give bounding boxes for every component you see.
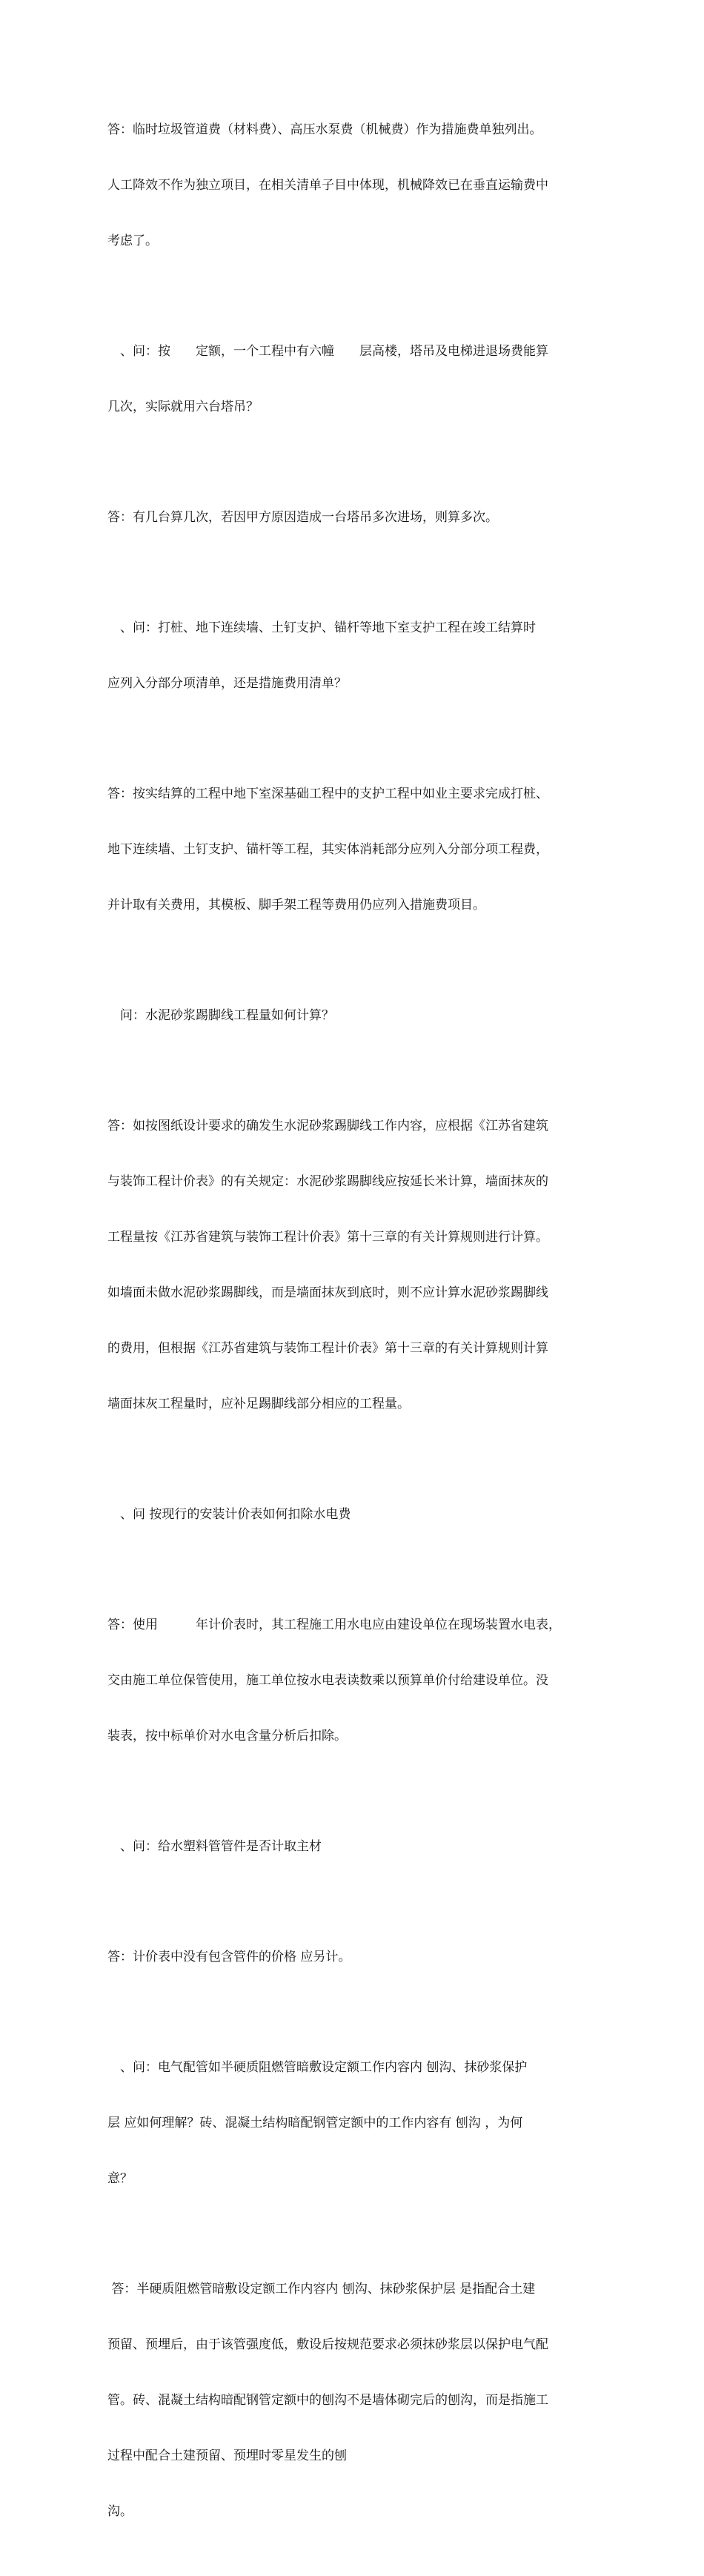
- text-line: 地下连续墙、土钉支护、锚杆等工程，其实体消耗部分应列入分部分项工程费，: [107, 842, 548, 857]
- answer-paragraph-6: [107, 1911, 604, 2004]
- text-line: 、问：电气配管如半硬质阻燃管暗敷设定额工作内容内 刨沟、抹砂浆保护: [107, 2060, 528, 2075]
- text-line: 的费用，但根据《江苏省建筑与装饰工程计价表》第十三章的有关计算规则计算: [107, 1341, 548, 1356]
- text-line: 人工降效不作为独立项目，在相关清单子目中体现，机械降效已在垂直运输费中: [107, 178, 548, 193]
- question-paragraph-3: [107, 582, 604, 730]
- document-page: [107, 84, 604, 2576]
- answer-paragraph-2: [107, 471, 604, 564]
- text-line: 过程中配合土建预留、预埋时零星发生的刨: [107, 2448, 347, 2463]
- text-line: 答：有几台算几次，若因甲方原因造成一台塔吊多次进场，则算多次。: [107, 510, 498, 525]
- text-line: 答：如按图纸设计要求的确发生水泥砂浆踢脚线工作内容，应根据《江苏省建筑: [107, 1119, 548, 1133]
- answer-paragraph-7: [107, 2243, 604, 2558]
- question-paragraph-6: [107, 1801, 604, 1893]
- text-line: 几次，实际就用六台塔吊？: [107, 400, 259, 414]
- question-paragraph-5: [107, 1469, 604, 1561]
- text-line: 、问：按 定额，一个工程中有六幢 层高楼，塔吊及电梯进退场费能算: [107, 344, 548, 359]
- text-line: 装表，按中标单价对水电含量分析后扣除。: [107, 1729, 347, 1744]
- question-paragraph-2: [107, 305, 604, 454]
- text-line: 答：半硬质阻燃管暗敷设定额工作内容内 刨沟、抹砂浆保护层 是指配合土建: [107, 2282, 536, 2297]
- text-line: 预留、预埋后，由于该管强度低，敷设后按规范要求必须抹砂浆层以保护电气配: [107, 2337, 548, 2352]
- text-line: 答：使用 年计价表时，其工程施工用水电应由建设单位在现场装置水电表，: [107, 1618, 561, 1632]
- text-line: 层 应如何理解？砖、混凝土结构暗配钢管定额中的工作内容有 刨沟 ，为何: [107, 2116, 523, 2130]
- text-line: 墙面抹灰工程量时，应补足踢脚线部分相应的工程量。: [107, 1397, 410, 1411]
- question-paragraph-7: [107, 2022, 604, 2225]
- answer-paragraph-4: [107, 1080, 604, 1451]
- text-line: 与装饰工程计价表》的有关规定：水泥砂浆踢脚线应按延长米计算，墙面抹灰的: [107, 1174, 548, 1189]
- answer-paragraph-3: [107, 748, 604, 952]
- text-line: 交由施工单位保管使用，施工单位按水电表读数乘以预算单价付给建设单位。没: [107, 1673, 548, 1688]
- text-line: 答：按实结算的工程中地下室深基础工程中的支护工程中如业主要求完成打桩、: [107, 787, 548, 801]
- text-line: 如墙面未做水泥砂浆踢脚线，而是墙面抹灰到底时，则不应计算水泥砂浆踢脚线: [107, 1285, 548, 1300]
- text-line: 答：临时垃圾管道费（材料费）、高压水泵费（机械费）作为措施费单独列出。: [107, 122, 542, 137]
- text-line: 答：计价表中没有包含管件的价格 应另计。: [107, 1950, 351, 1964]
- text-line: 管。砖、混凝土结构暗配钢管定额中的刨沟不是墙体砌完后的刨沟，而是指施工: [107, 2393, 548, 2408]
- text-line: 意？: [107, 2171, 133, 2186]
- text-line: 工程量按《江苏省建筑与装饰工程计价表》第十三章的有关计算规则进行计算。: [107, 1230, 548, 1245]
- text-line: 、问 按现行的安装计价表如何扣除水电费: [107, 1507, 351, 1522]
- text-line: 沟。: [107, 2504, 133, 2519]
- text-line: 考虑了。: [107, 234, 158, 248]
- text-line: 问：水泥砂浆踢脚线工程量如何计算？: [107, 1008, 334, 1023]
- text-line: 、问：给水塑料管管件是否计取主材: [107, 1839, 322, 1854]
- text-line: 、问：打桩、地下连续墙、土钉支护、锚杆等地下室支护工程在竣工结算时: [107, 620, 536, 635]
- answer-paragraph-5: [107, 1579, 604, 1783]
- question-paragraph-4: [107, 970, 604, 1062]
- text-line: 并计取有关费用，其模板、脚手架工程等费用仍应列入措施费项目。: [107, 898, 485, 913]
- text-line: 应列入分部分项清单，还是措施费用清单？: [107, 676, 347, 691]
- answer-paragraph-1: [107, 84, 604, 288]
